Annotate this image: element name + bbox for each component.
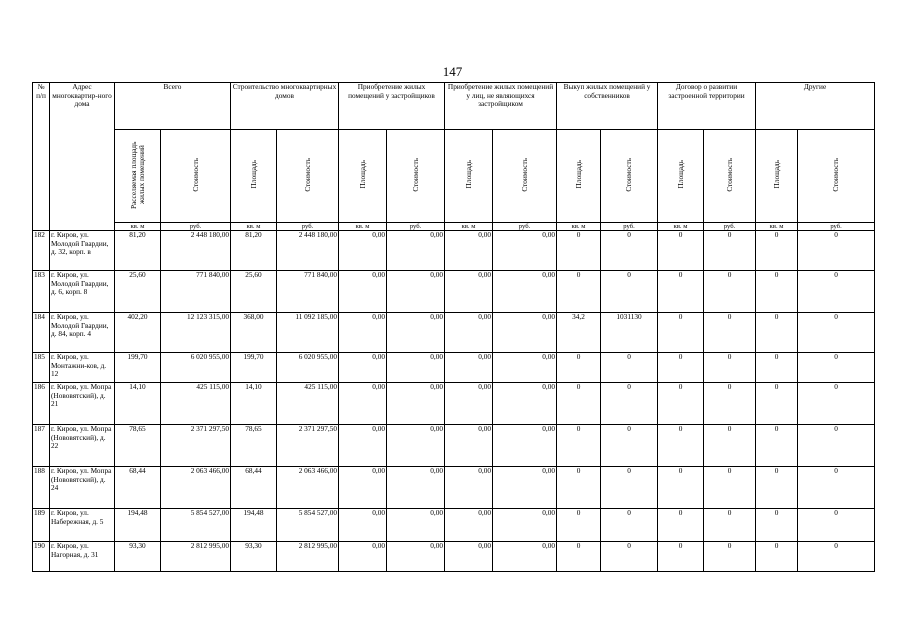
header-group-purchase-non-developers: Приобретение жилых помещений у лиц, не являющихся застройщиком [445, 83, 557, 130]
area-value: 25,60 [231, 271, 277, 313]
cost-value: 0,00 [387, 509, 445, 542]
area-value: 0 [756, 271, 798, 313]
subheader-label: Стоимость [724, 157, 734, 192]
cost-value: 0 [601, 509, 658, 542]
cost-value: 771 840,00 [161, 271, 231, 313]
area-value: 194,48 [231, 509, 277, 542]
table-row [33, 313, 875, 353]
area-value: 0 [557, 231, 601, 271]
cost-value: 0 [601, 467, 658, 509]
subheader-area [231, 130, 277, 223]
table-row [33, 271, 875, 313]
cost-value: 0,00 [387, 542, 445, 572]
table-body [33, 231, 875, 572]
subheader-label: Стоимость [410, 157, 420, 192]
area-value: 0 [756, 542, 798, 572]
area-value: 0,00 [339, 383, 387, 425]
cost-value: 0 [798, 467, 875, 509]
area-value: 0,00 [445, 467, 493, 509]
subheader-cost [798, 130, 875, 223]
header-row-groups [33, 83, 875, 130]
area-value: 199,70 [231, 353, 277, 383]
header-group-purchase-developers: Приобретение жилых помещений у застройщиков [339, 83, 445, 130]
unit-cell: руб. [277, 223, 339, 231]
unit-cell: руб. [387, 223, 445, 231]
subheader-cost [601, 130, 658, 223]
row-number: 185 [33, 353, 50, 383]
area-value: 0 [557, 425, 601, 467]
header-group-construction: Строительство многоквартирных домов [231, 83, 339, 130]
cost-value: 0 [798, 509, 875, 542]
cost-value: 0,00 [387, 353, 445, 383]
subheader-label: Стоимость [190, 157, 200, 192]
cost-value: 1031130 [601, 313, 658, 353]
subheader-area [339, 130, 387, 223]
header-row-subcolumns [33, 130, 875, 223]
table-row [33, 383, 875, 425]
area-value: 0 [658, 231, 704, 271]
subheader-cost [161, 130, 231, 223]
table-row [33, 425, 875, 467]
unit-cell: кв. м [445, 223, 493, 231]
area-value: 0 [557, 509, 601, 542]
row-number: 186 [33, 383, 50, 425]
cost-value: 0,00 [493, 509, 557, 542]
header-group-other: Другие [756, 83, 875, 130]
cost-value: 0,00 [493, 231, 557, 271]
area-value: 194,48 [115, 509, 161, 542]
unit-cell: кв. м [231, 223, 277, 231]
row-number: 184 [33, 313, 50, 353]
area-value: 0 [756, 353, 798, 383]
cost-value: 0,00 [493, 542, 557, 572]
table-row [33, 231, 875, 271]
area-value: 0 [756, 467, 798, 509]
area-value: 0 [658, 353, 704, 383]
table-row [33, 509, 875, 542]
area-value: 0,00 [339, 425, 387, 467]
header-row-units [33, 223, 875, 231]
subheader-area [658, 130, 704, 223]
subheader-label: Стоимость [302, 157, 312, 192]
area-value: 0,00 [339, 542, 387, 572]
row-address: г. Киров, ул. Нагорная, д. 31 [50, 542, 115, 572]
unit-cell: руб. [601, 223, 658, 231]
cost-value: 0 [601, 383, 658, 425]
area-value: 0,00 [445, 231, 493, 271]
cost-value: 2 812 995,00 [161, 542, 231, 572]
area-value: 0,00 [445, 542, 493, 572]
area-value: 0 [557, 271, 601, 313]
area-value: 0 [658, 467, 704, 509]
area-value: 81,20 [115, 231, 161, 271]
cost-value: 12 123 315,00 [161, 313, 231, 353]
row-address: г. Киров, ул. Мопра (Нововятский), д. 24 [50, 467, 115, 509]
row-number: 182 [33, 231, 50, 271]
header-group-buyout: Выкуп жилых помещений у собственников [557, 83, 658, 130]
cost-value: 0 [798, 271, 875, 313]
area-value: 0,00 [339, 353, 387, 383]
area-value: 0 [658, 271, 704, 313]
cost-value: 0 [704, 231, 756, 271]
cost-value: 0,00 [387, 425, 445, 467]
cost-value: 771 840,00 [277, 271, 339, 313]
area-value: 0,00 [445, 313, 493, 353]
subheader-cost [704, 130, 756, 223]
area-value: 0,00 [445, 383, 493, 425]
area-value: 0 [658, 383, 704, 425]
subheader-area [445, 130, 493, 223]
cost-value: 0,00 [387, 313, 445, 353]
cost-value: 0,00 [493, 313, 557, 353]
cost-value: 2 371 297,50 [161, 425, 231, 467]
cost-value: 2 063 466,00 [161, 467, 231, 509]
subheader-label: Площадь [357, 160, 367, 189]
area-value: 0 [756, 231, 798, 271]
area-value: 199,70 [115, 353, 161, 383]
page-number: 147 [442, 64, 463, 79]
area-value: 0 [756, 509, 798, 542]
cost-value: 0 [704, 271, 756, 313]
cost-value: 0 [704, 383, 756, 425]
cost-value: 6 020 955,00 [277, 353, 339, 383]
unit-cell: кв. м [115, 223, 161, 231]
area-value: 0,00 [339, 509, 387, 542]
cost-value: 0 [704, 425, 756, 467]
area-value: 78,65 [115, 425, 161, 467]
area-value: 0,00 [445, 509, 493, 542]
row-number: 189 [33, 509, 50, 542]
area-value: 68,44 [115, 467, 161, 509]
cost-value: 0 [798, 353, 875, 383]
cost-value: 425 115,00 [161, 383, 231, 425]
row-number: 183 [33, 271, 50, 313]
cost-value: 2 063 466,00 [277, 467, 339, 509]
row-address: г. Киров, ул. Набережная, д. 5 [50, 509, 115, 542]
cost-value: 0,00 [493, 425, 557, 467]
area-value: 81,20 [231, 231, 277, 271]
table-row [33, 467, 875, 509]
row-address: г. Киров, ул. Монтажни-ков, д. 12 [50, 353, 115, 383]
cost-value: 0 [601, 353, 658, 383]
cost-value: 0 [704, 313, 756, 353]
area-value: 0 [557, 383, 601, 425]
cost-value: 0 [601, 231, 658, 271]
table-row [33, 542, 875, 572]
cost-value: 2 812 995,00 [277, 542, 339, 572]
area-value: 0,00 [339, 231, 387, 271]
cost-value: 0 [798, 542, 875, 572]
subheader-area [557, 130, 601, 223]
area-value: 0 [756, 425, 798, 467]
cost-value: 0 [798, 383, 875, 425]
cost-value: 0 [601, 271, 658, 313]
area-value: 0 [756, 383, 798, 425]
unit-cell: руб. [798, 223, 875, 231]
area-value: 0,00 [445, 271, 493, 313]
cost-value: 2 448 180,00 [277, 231, 339, 271]
cost-value: 0 [704, 467, 756, 509]
area-value: 402,20 [115, 313, 161, 353]
subheader-cost [277, 130, 339, 223]
area-value: 68,44 [231, 467, 277, 509]
area-value: 0,00 [445, 425, 493, 467]
subheader-label: Расселяемая площадь жилых помещений [128, 141, 146, 209]
unit-cell: кв. м [557, 223, 601, 231]
unit-cell: кв. м [339, 223, 387, 231]
subheader-label: Стоимость [831, 157, 841, 192]
row-address: г. Киров, ул. Молодой Гвардии, д. 6, корп. 8 [50, 271, 115, 313]
unit-cell: руб. [704, 223, 756, 231]
cost-value: 0 [704, 509, 756, 542]
row-address: г. Киров, ул. Молодой Гвардии, д. 84, корп. 4 [50, 313, 115, 353]
unit-cell: кв. м [756, 223, 798, 231]
row-address: г. Киров, ул. Молодой Гвардии, д. 32, корп. в [50, 231, 115, 271]
subheader-label: Площадь [463, 160, 473, 189]
cost-value: 0,00 [387, 231, 445, 271]
row-number: 187 [33, 425, 50, 467]
cost-value: 5 854 527,00 [161, 509, 231, 542]
area-value: 0 [658, 425, 704, 467]
area-value: 0 [658, 313, 704, 353]
subheader-cost [387, 130, 445, 223]
cost-value: 11 092 185,00 [277, 313, 339, 353]
cost-value: 0,00 [387, 467, 445, 509]
cost-value: 0 [798, 313, 875, 353]
subheader-label: Стоимость [624, 157, 634, 192]
area-value: 368,00 [231, 313, 277, 353]
cost-value: 0 [704, 542, 756, 572]
area-value: 14,10 [115, 383, 161, 425]
area-value: 34,2 [557, 313, 601, 353]
unit-cell: руб. [161, 223, 231, 231]
area-value: 0,00 [339, 313, 387, 353]
table-row [33, 353, 875, 383]
area-value: 14,10 [231, 383, 277, 425]
subheader-label: Стоимость [519, 157, 529, 192]
area-value: 0 [658, 509, 704, 542]
cost-value: 0 [601, 542, 658, 572]
unit-cell: руб. [493, 223, 557, 231]
cost-value: 0 [601, 425, 658, 467]
cost-value: 0,00 [493, 353, 557, 383]
subheader-label: Площадь [573, 160, 583, 189]
area-value: 0,00 [339, 467, 387, 509]
area-value: 0,00 [445, 353, 493, 383]
cost-value: 2 448 180,00 [161, 231, 231, 271]
resettlement-table [32, 82, 875, 572]
area-value: 0 [557, 353, 601, 383]
area-value: 93,30 [115, 542, 161, 572]
subheader-label: Площадь [771, 160, 781, 189]
cost-value: 0 [798, 425, 875, 467]
cost-value: 6 020 955,00 [161, 353, 231, 383]
subheader-label: Площадь [675, 160, 685, 189]
cost-value: 425 115,00 [277, 383, 339, 425]
subheader-total-area [115, 130, 161, 223]
area-value: 78,65 [231, 425, 277, 467]
cost-value: 0,00 [493, 383, 557, 425]
row-number: 188 [33, 467, 50, 509]
subheader-label: Площадь [248, 160, 258, 189]
header-group-territory-development: Договор о развитии застроенной территории [658, 83, 756, 130]
cost-value: 0 [704, 353, 756, 383]
cost-value: 0,00 [493, 271, 557, 313]
cost-value: 5 854 527,00 [277, 509, 339, 542]
cost-value: 0,00 [493, 467, 557, 509]
area-value: 93,30 [231, 542, 277, 572]
area-value: 0 [557, 542, 601, 572]
cost-value: 2 371 297,50 [277, 425, 339, 467]
row-number: 190 [33, 542, 50, 572]
header-address: Адрес многоквартир-ного дома [50, 83, 115, 231]
unit-cell: кв. м [658, 223, 704, 231]
area-value: 25,60 [115, 271, 161, 313]
area-value: 0 [658, 542, 704, 572]
subheader-area [756, 130, 798, 223]
area-value: 0 [557, 467, 601, 509]
cost-value: 0,00 [387, 383, 445, 425]
cost-value: 0 [798, 231, 875, 271]
row-address: г. Киров, ул. Мопра (Нововятский), д. 22 [50, 425, 115, 467]
header-num: № п/п [33, 83, 50, 231]
area-value: 0,00 [339, 271, 387, 313]
cost-value: 0,00 [387, 271, 445, 313]
area-value: 0 [756, 313, 798, 353]
subheader-cost [493, 130, 557, 223]
header-group-total: Всего [115, 83, 231, 130]
row-address: г. Киров, ул. Мопра (Нововятский), д. 21 [50, 383, 115, 425]
